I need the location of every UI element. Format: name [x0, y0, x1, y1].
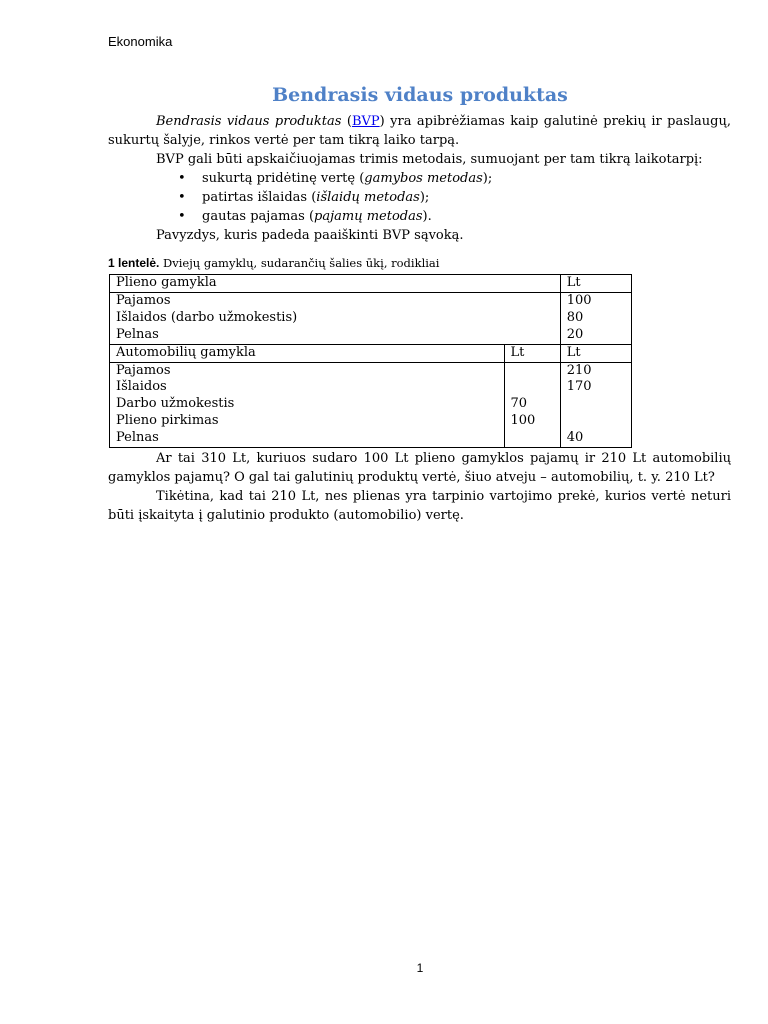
page-header: Ekonomika: [108, 34, 173, 49]
intro-paren: (: [341, 114, 352, 129]
intro-rest: ) yra apibrėžiamas kaip galutinė prekių ir paslaugų, sukurtų šalyje, rinkos vertė per tam tikrą laiko tarpą.: [108, 114, 731, 148]
table-row: Plieno pirkimas 100: [110, 413, 632, 430]
discussion-section: [108, 449, 731, 525]
table-row: Pajamos 210: [110, 362, 632, 379]
table-row: Pajamos 100: [110, 292, 632, 309]
auto-header-label: Automobilių gamykla: [110, 344, 505, 362]
table-row: [110, 344, 632, 362]
page-title: Bendrasis vidaus produktas: [272, 84, 568, 106]
list-item: • sukurtą pridėtinę vertę (gamybos metodas);: [108, 169, 731, 188]
auto-header-unit-c: Lt: [560, 344, 631, 362]
list-item: • patirtas išlaidas (išlaidų metodas);: [108, 188, 731, 207]
steel-header-unit: Lt: [560, 275, 631, 293]
auto-header-unit-b: Lt: [504, 344, 560, 362]
bvp-link[interactable]: BVP: [351, 114, 380, 129]
table-caption: 1 lentelė. Dviejų gamyklų, sudarančių šalies ūkį, rodikliai: [108, 256, 440, 270]
intro-term: Bendrasis vidaus produktas: [156, 114, 342, 129]
methods-list: [108, 169, 731, 226]
list-item: • gautas pajamas (pajamų metodas).: [108, 207, 731, 226]
intro-paragraph: [108, 112, 731, 150]
methods-intro: BVP gali būti apskaičiuojamas trimis metodais, sumuojant per tam tikrą laikotarpį:: [156, 152, 703, 167]
example-intro: Pavyzdys, kuris padeda paaiškinti BVP sąvoką.: [156, 228, 464, 243]
steel-header-label: Plieno gamykla: [110, 275, 561, 293]
page-number: 1: [416, 961, 424, 975]
answer-paragraph: Tikėtina, kad tai 210 Lt, nes plienas yra tarpinio vartojimo prekė, kurios vertė neturi būti įskaityta į galutinio produkto (automobilio) vertę.: [108, 489, 731, 523]
table-row: Pelnas 20: [110, 327, 632, 344]
table-row: Darbo užmokestis 70: [110, 396, 632, 413]
table-row: Išlaidos (darbo užmokestis) 80: [110, 310, 632, 327]
table-row: Pelnas 40: [110, 430, 632, 447]
factories-table: [109, 274, 632, 448]
question-paragraph: Ar tai 310 Lt, kuriuos sudaro 100 Lt plieno gamyklos pajamų ir 210 Lt automobilių gamyklos pajamų? O gal tai galutinių produktų vertė, šiuo atveju – automobilių, t. y. 210 Lt?: [108, 451, 731, 485]
table-row: [110, 275, 632, 293]
intro-section: [108, 112, 731, 245]
table-row: Išlaidos 170: [110, 379, 632, 396]
